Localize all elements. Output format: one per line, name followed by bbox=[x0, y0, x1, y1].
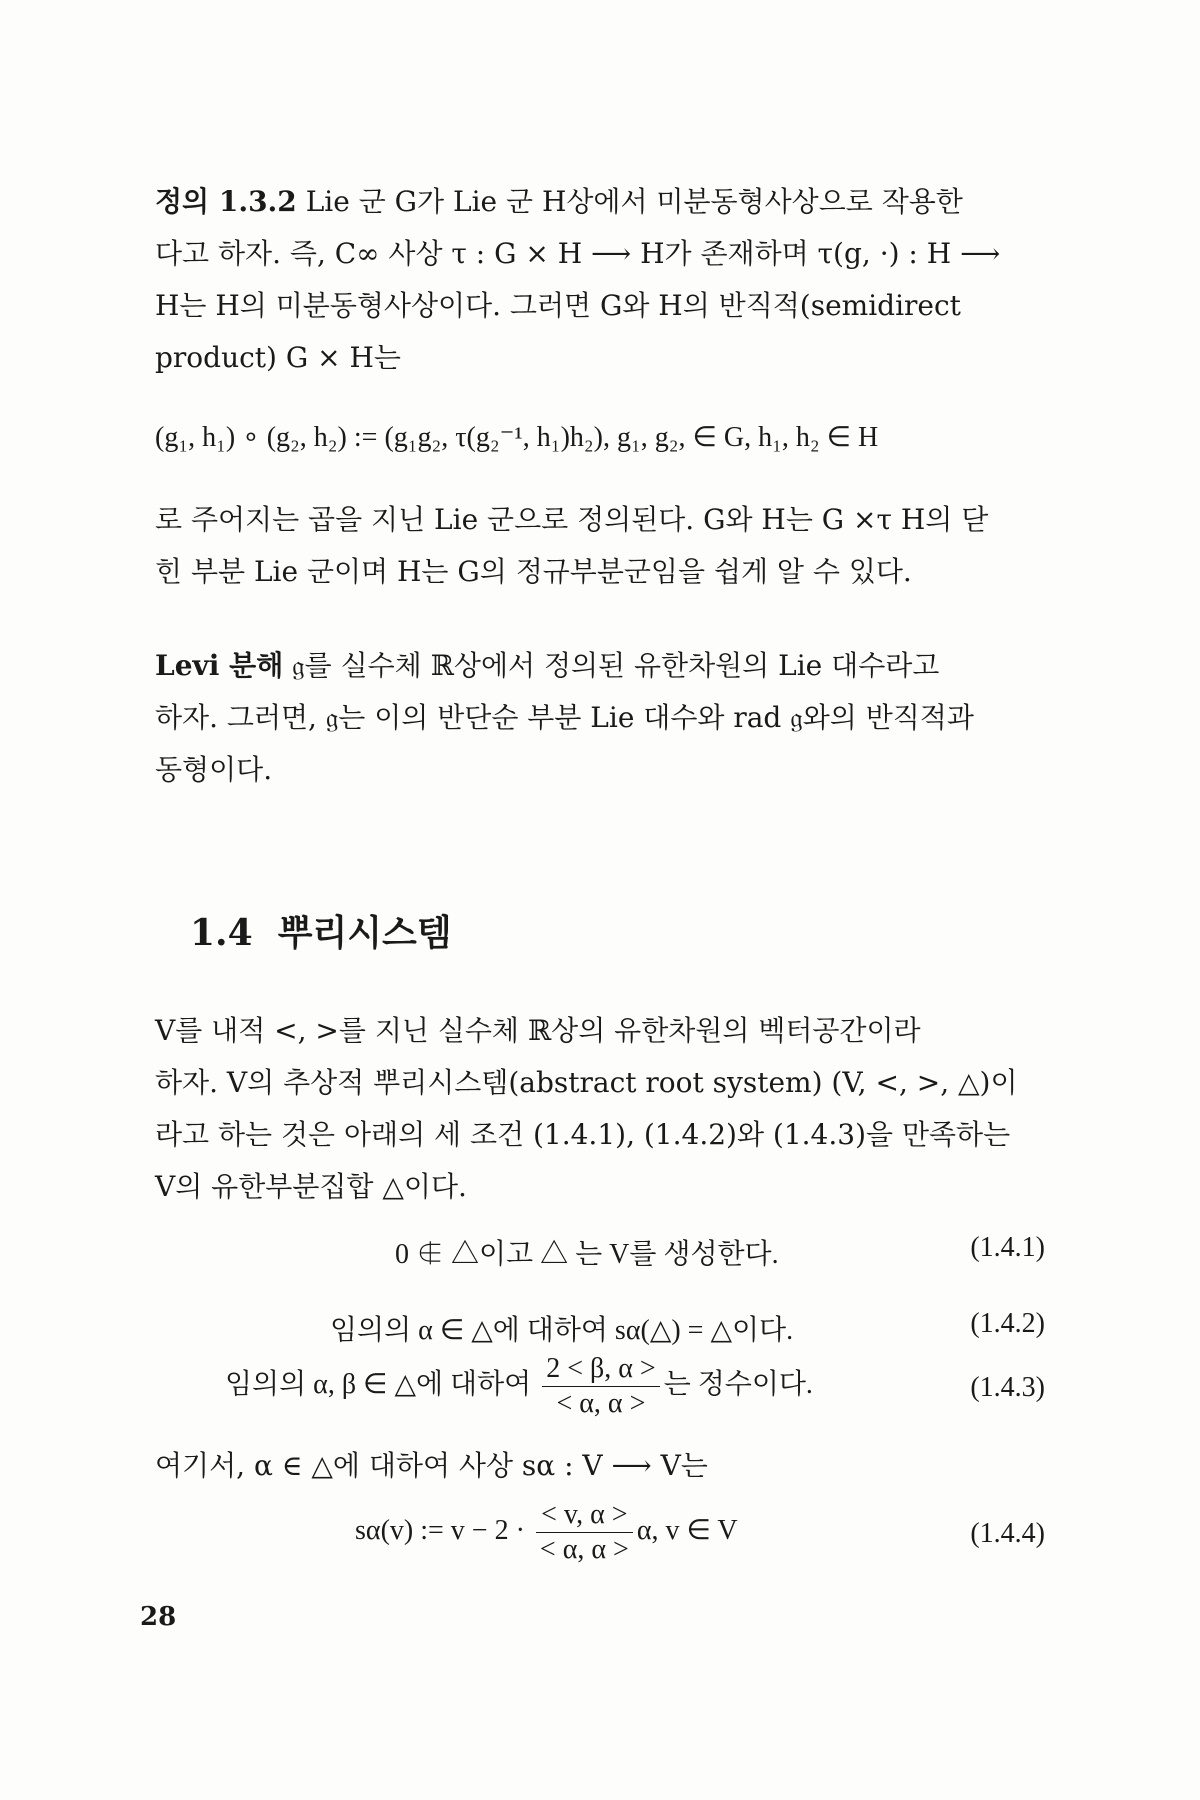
levi-label: Levi 분해 bbox=[155, 649, 284, 682]
equation-number-1-4-4: (1.4.4) bbox=[970, 1518, 1045, 1549]
intro-line-2: 하자. V의 추상적 뿌리시스템(abstract root system) (V, <, >, △)이 bbox=[155, 1066, 1018, 1099]
fraction-numerator: 2 < β, α > bbox=[542, 1352, 660, 1387]
definition-line-4: product) G × H는 bbox=[155, 341, 401, 374]
reflection-fraction bbox=[536, 1498, 633, 1567]
reflection-numerator: < v, α > bbox=[536, 1498, 633, 1533]
section-heading bbox=[190, 905, 452, 956]
equation-number-1-4-3: (1.4.3) bbox=[970, 1372, 1045, 1403]
definition-line-1: 정의 1.3.2 Lie 군 G가 Lie 군 H상에서 미분동형사상으로 작용한 bbox=[155, 185, 963, 218]
intro-line-1: V를 내적 <, >를 지닌 실수체 ℝ상의 유한차원의 벡터공간이라 bbox=[155, 1014, 921, 1047]
equation-number-1-4-2: (1.4.2) bbox=[970, 1308, 1045, 1339]
intro-line-4: V의 유한부분집합 △이다. bbox=[155, 1170, 467, 1203]
intro-line-3: 라고 하는 것은 아래의 세 조건 (1.4.1), (1.4.2)와 (1.4.3)을 만족하는 bbox=[155, 1118, 1011, 1151]
semidirect-product-formula: (g₁, h₁) ∘ (g₂, h₂) := (g₁g₂, τ(g₂⁻¹, h₁)h₂), g₁, g₂, ∈ G, h₁, h₂ ∈ H bbox=[155, 422, 879, 453]
definition-after-line-2: 힌 부분 Lie 군이며 H는 G의 정규부분군임을 쉽게 알 수 있다. bbox=[155, 555, 912, 588]
equation-number-1-4-1: (1.4.1) bbox=[970, 1232, 1045, 1263]
definition-after-block bbox=[155, 494, 1045, 598]
definition-after-line-1: 로 주어지는 곱을 지닌 Lie 군으로 정의된다. G와 H는 G ×τ H의 닫 bbox=[155, 503, 989, 536]
definition-line-2: 다고 하자. 즉, C∞ 사상 τ : G × H ⟶ H가 존재하며 τ(g, ·) : H ⟶ bbox=[155, 237, 1001, 270]
fraction-denominator: < α, α > bbox=[556, 1388, 646, 1419]
levi-line-3: 동형이다. bbox=[155, 753, 273, 786]
levi-block bbox=[155, 640, 1045, 796]
equation-1-4-1: 0 ∉ △이고 △ 는 V를 생성한다. bbox=[395, 1239, 779, 1270]
levi-line-2: 하자. 그러면, 𝔤는 이의 반단순 부분 Lie 대수와 rad 𝔤와의 반직적과 bbox=[155, 701, 974, 734]
reflection-formula: sα(v) := v − 2 · $\frac{< v, \alpha >}{< \alpha, \alpha >}$ α, v ∈ V bbox=[355, 1499, 738, 1565]
where-line: 여기서, α ∈ △에 대하여 사상 sα : V ⟶ V는 bbox=[155, 1449, 708, 1482]
levi-line-1: Levi 분해 𝔤를 실수체 ℝ상에서 정의된 유한차원의 Lie 대수라고 bbox=[155, 649, 940, 682]
reflection-denominator: < α, α > bbox=[539, 1534, 629, 1565]
section-number: 1.4 bbox=[190, 912, 253, 954]
section-title: 뿌리시스템 bbox=[277, 912, 452, 954]
integrality-fraction bbox=[542, 1352, 660, 1421]
definition-line-3: H는 H의 미분동형사상이다. 그러면 G와 H의 반직적(semidirect bbox=[155, 289, 961, 322]
equation-1-4-3: 임의의 α, β ∈ △에 대하여 $\frac{2 < \beta, \alpha >}{< \alpha, \alpha >}$ 는 정수이다. bbox=[225, 1353, 813, 1419]
definition-label: 정의 1.3.2 bbox=[155, 185, 297, 218]
definition-block bbox=[155, 176, 1045, 384]
section-intro bbox=[155, 1005, 1045, 1213]
equation-1-4-2: 임의의 α ∈ △에 대하여 sα(△) = △이다. bbox=[330, 1315, 794, 1346]
page-number: 28 bbox=[140, 1602, 177, 1632]
